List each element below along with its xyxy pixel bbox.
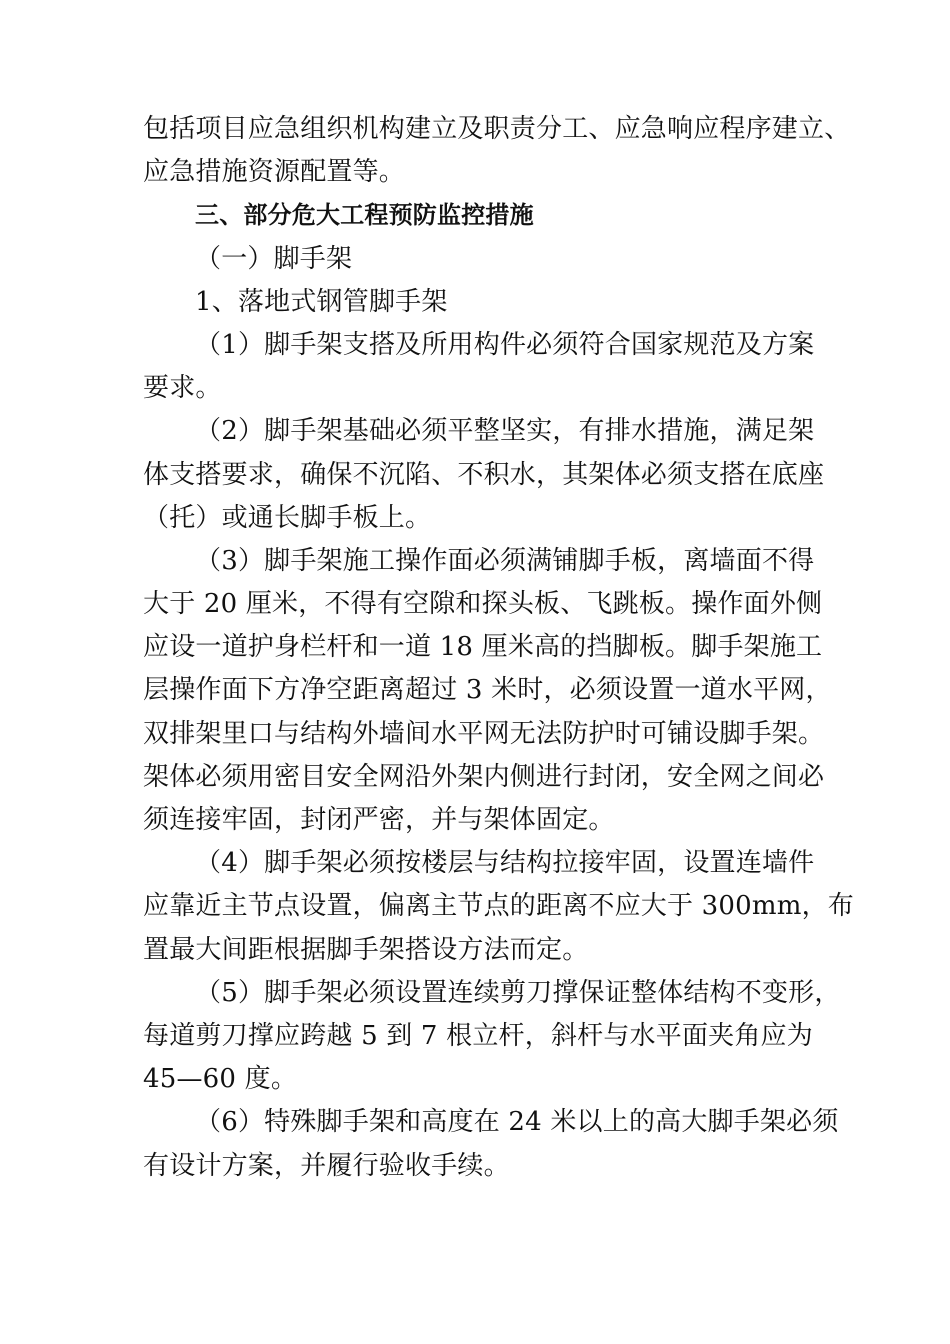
clause-3-line: 架体必须用密目安全网沿外架内侧进行封闭，安全网之间必 bbox=[143, 761, 825, 792]
item-heading: 1、落地式钢管脚手架 bbox=[195, 286, 448, 317]
clause-3-line: 层操作面下方净空距离超过 3 米时，必须设置一道水平网， bbox=[143, 675, 832, 706]
clause-6-line: 有设计方案，并履行验收手续。 bbox=[143, 1150, 510, 1181]
clause-4-line: （4）脚手架必须按楼层与结构拉接牢固，设置连墙件 bbox=[195, 848, 815, 879]
body-text-line: 应急措施资源配置等。 bbox=[143, 157, 406, 188]
document-page bbox=[143, 108, 854, 1188]
clause-5-line: 45—60 度。 bbox=[143, 1064, 298, 1095]
clause-6-line: （6）特殊脚手架和高度在 24 米以上的高大脚手架必须 bbox=[195, 1107, 839, 1138]
section-heading: 三、部分危大工程预防监控措施 bbox=[195, 201, 534, 230]
clause-2-line: 体支搭要求，确保不沉陷、不积水，其架体必须支搭在底座 bbox=[143, 459, 825, 490]
clause-3-line: 大于 20 厘米，不得有空隙和探头板、飞跳板。操作面外侧 bbox=[143, 589, 823, 620]
subsection-heading: （一）脚手架 bbox=[195, 243, 353, 274]
clause-4-line: 应靠近主节点设置，偏离主节点的距离不应大于 300mm，布 bbox=[143, 891, 854, 922]
clause-3-line: 须连接牢固，封闭严密，并与架体固定。 bbox=[143, 805, 615, 835]
clause-4-line: 置最大间距根据脚手架搭设方法而定。 bbox=[143, 934, 589, 965]
body-text-line: 包括项目应急组织机构建立及职责分工、应急响应程序建立、 bbox=[143, 114, 851, 144]
clause-1-line: （1）脚手架支搭及所用构件必须符合国家规范及方案 bbox=[195, 329, 815, 360]
clause-1-line: 要求。 bbox=[143, 373, 222, 404]
clause-5-line: （5）脚手架必须设置连续剪刀撑保证整体结构不变形， bbox=[195, 977, 841, 1008]
clause-3-line: 应设一道护身栏杆和一道 18 厘米高的挡脚板。脚手架施工 bbox=[143, 632, 823, 663]
clause-3-line: （3）脚手架施工操作面必须满铺脚手板，离墙面不得 bbox=[195, 545, 815, 576]
clause-5-line: 每道剪刀撑应跨越 5 到 7 根立杆，斜杆与水平面夹角应为 bbox=[143, 1020, 813, 1051]
clause-2-line: （托）或通长脚手板上。 bbox=[143, 502, 432, 533]
clause-3-line: 双排架里口与结构外墙间水平网无法防护时可铺设脚手架。 bbox=[143, 718, 825, 749]
clause-2-line: （2）脚手架基础必须平整坚实，有排水措施，满足架 bbox=[195, 416, 815, 447]
